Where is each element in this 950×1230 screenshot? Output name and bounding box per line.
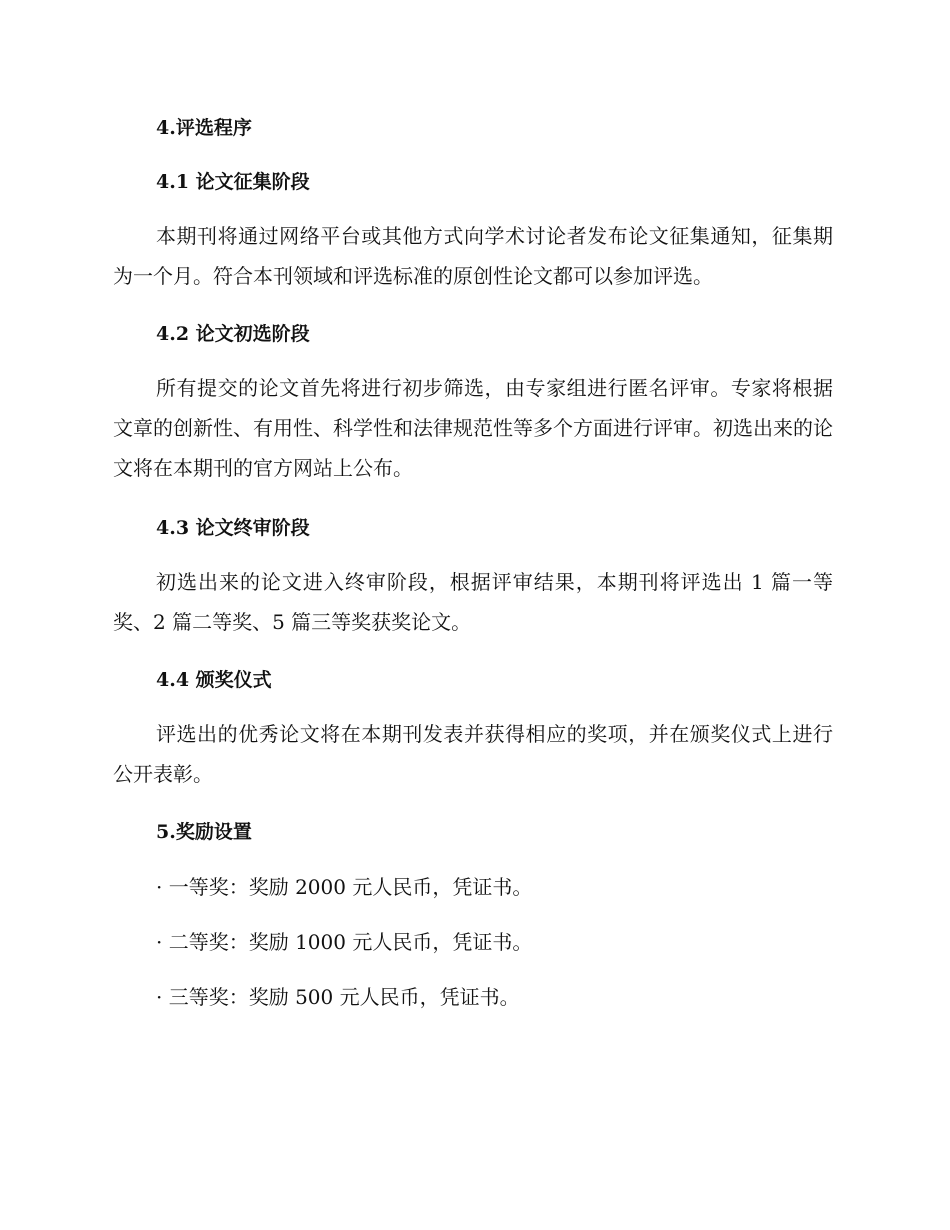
subsection-heading-preliminary-stage: 4.2 论文初选阶段 bbox=[156, 323, 310, 345]
section-heading-awards: 5.奖励设置 bbox=[156, 821, 252, 843]
award-item-second-prize: · 二等奖：奖励 1000 元人民币，凭证书。 bbox=[156, 930, 533, 954]
subsection-heading-collection-stage: 4.1 论文征集阶段 bbox=[156, 171, 310, 193]
subsection-heading-award-ceremony: 4.4 颁奖仪式 bbox=[156, 669, 272, 691]
paragraph-final-review-stage: 初选出来的论文进入终审阶段，根据评审结果，本期刊将评选出 1 篇一等奖、2 篇二等奖、5 篇三等奖获奖论文。 bbox=[113, 570, 833, 634]
award-item-third-prize: · 三等奖：奖励 500 元人民币，凭证书。 bbox=[156, 985, 520, 1009]
paragraph-collection-stage: 本期刊将通过网络平台或其他方式向学术讨论者发布论文征集通知，征集期为一个月。符合本刊领域和评选标准的原创性论文都可以参加评选。 bbox=[113, 224, 833, 288]
section-heading-evaluation-procedure: 4.评选程序 bbox=[156, 117, 252, 139]
subsection-heading-final-review-stage: 4.3 论文终审阶段 bbox=[156, 517, 310, 539]
paragraph-award-ceremony: 评选出的优秀论文将在本期刊发表并获得相应的奖项，并在颁奖仪式上进行公开表彰。 bbox=[113, 722, 833, 786]
paragraph-preliminary-stage: 所有提交的论文首先将进行初步筛选，由专家组进行匿名评审。专家将根据文章的创新性、有用性、科学性和法律规范性等多个方面进行评审。初选出来的论文将在本期刊的官方网站上公布。 bbox=[113, 376, 833, 480]
award-item-first-prize: · 一等奖：奖励 2000 元人民币，凭证书。 bbox=[156, 875, 533, 899]
